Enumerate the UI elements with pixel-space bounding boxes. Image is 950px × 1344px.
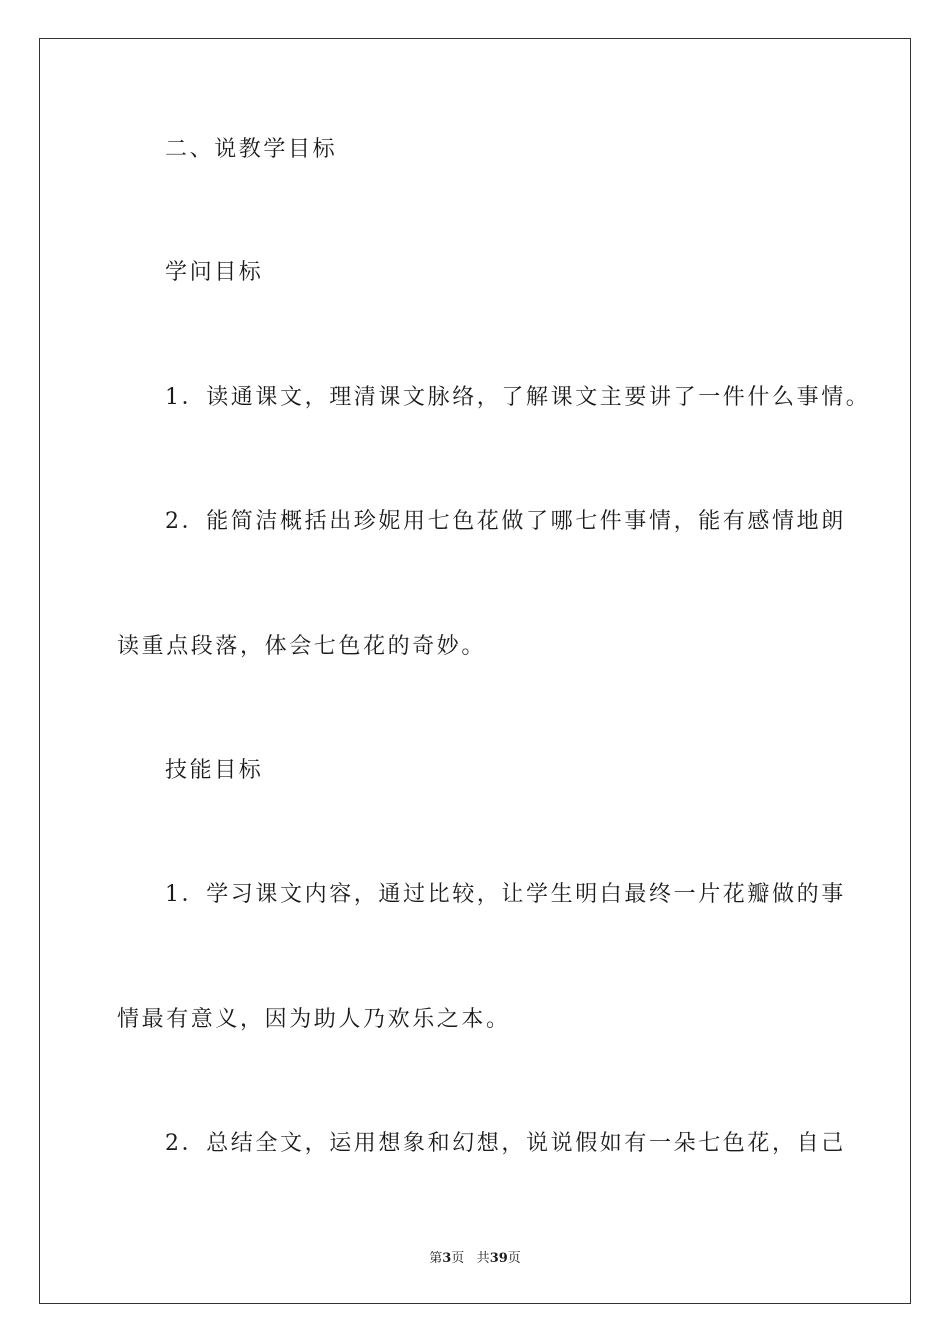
page-suffix: 页: [451, 1251, 465, 1266]
paragraph-line: 读重点段落，体会七色花的奇妙。: [117, 634, 487, 659]
paragraph-line: 2．能简洁概括出珍妮用七色花做了哪七件事情，能有感情地朗: [165, 509, 846, 534]
total-pages: 39: [489, 1251, 508, 1266]
page-prefix: 第: [429, 1251, 443, 1266]
paragraph-line: 1．读通课文，理清课文脉络，了解课文主要讲了一件什么事情。: [165, 385, 871, 410]
page-border: [39, 38, 911, 1304]
paragraph-line: 2．总结全文，运用想象和幻想，说说假如有一朵七色花，自己: [165, 1131, 846, 1156]
total-prefix: 共: [476, 1251, 490, 1266]
section-heading: 二、说教学目标: [165, 137, 338, 162]
paragraph-line: 1．学习课文内容，通过比较，让学生明白最终一片花瓣做的事: [165, 882, 846, 907]
subheading-skill-goals: 技能目标: [165, 758, 264, 783]
page-number: 3: [442, 1251, 452, 1266]
subheading-knowledge-goals: 学问目标: [165, 260, 264, 285]
paragraph-line: 情最有意义，因为助人乃欢乐之本。: [117, 1007, 511, 1032]
page-footer: [0, 1247, 950, 1266]
total-suffix: 页: [507, 1251, 521, 1266]
